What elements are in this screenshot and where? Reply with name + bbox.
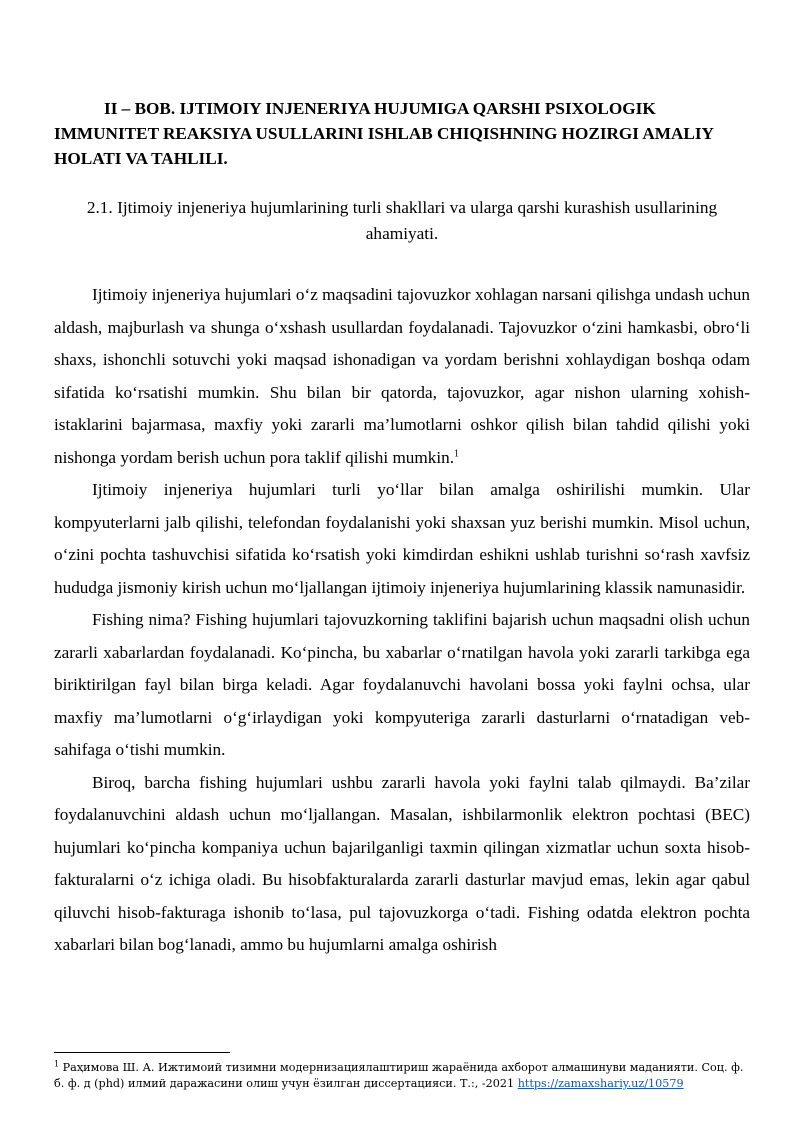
paragraph-4: Biroq, barcha fishing hujumlari ushbu zararli havola yoki faylni talab qilmaydi. Ba’zilar foydalanuvchini aldash uchun mo‘ljallangan. Masalan, ishbilarmonlik elektron pochtasi (BEC) hujumlari ko‘pincha kompaniya uchun bajarilganligi taxmin qilingan xizmatlar uchun soxta hisob-fakturalarni o‘z ichiga oladi. Bu hisobfakturalarda zararli dasturlar mavjud emas, lekin agar qabul qiluvchi hisob-fakturaga ishonib to‘lasa, pul tajovuzkorga o‘tadi. Fishing odatda elektron pochta xabarlari bilan bog‘lanadi, ammo bu hujumlarni amalga oshirish xyxy=(54,772,750,954)
section-title: 2.1. Ijtimoiy injeneriya hujumlarining turli shakllari va ularga qarshi kurashish usullarining ahamiyati. xyxy=(86,198,718,243)
footnote xyxy=(54,1060,750,1092)
paragraph-2: Ijtimoiy injeneriya hujumlari turli yo‘llar bilan amalga oshirilishi mumkin. Ular kompyuterlarni jalb qilishi, telefondan foydalanishi yoki shaxsan yuz berishi mumkin. Misol uchun, o‘zini pochta tashuvchisi sifatida ko‘rsatish yoki kimdirdan eshikni ushlab turishni so‘rash xavfsiz hududga jismoniy kirish uchun mo‘ljallangan ijtimoiy injeneriya hujumlarining klassik namunasidir. xyxy=(54,480,750,597)
body-text xyxy=(54,279,750,962)
footnote-link[interactable]: https://zamaxshariy.uz/10579 xyxy=(517,1077,684,1090)
footnote-reference[interactable]: 1 xyxy=(454,447,460,459)
footnote-marker: 1 xyxy=(54,1059,60,1069)
paragraph-1-text: Ijtimoiy injeneriya hujumlari o‘z maqsadini tajovuzkor xohlagan narsani qilishga undash uchun aldash, majburlash va shunga o‘xshash usullardan foydalanadi. Tajovuzkor o‘zini hamkasbi, obro‘li shaxs, ishonchli sotuvchi yoki maqsad ishonadigan va yordam berishni xohlaydigan boshqa odam sifatida ko‘rsatishi mumkin. Shu bilan bir qatorda, tajovuzkor, agar nishon ularning xohish-istaklarini bajarmasa, maxfiy yoki zararli ma’lumotlarni oshkor qilish bilan tahdid qilishi yoki nishonga yordam berish uchun pora taklif qilishi mumkin. xyxy=(54,285,750,467)
paragraph-3: Fishing nima? Fishing hujumlari tajovuzkorning taklifini bajarish uchun maqsadni olish uchun zararli xabarlardan foydalanadi. Ko‘pincha, bu xabarlar o‘rnatilgan havola yoki zararli tarkibga ega biriktirilgan fayl bilan birga keladi. Agar foydalanuvchi havolani bossa yoki faylni ochsa, ular maxfiy ma’lumotlarni o‘g‘irlaydigan yoki kompyuteriga zararli dasturlarni o‘rnatadigan veb-sahifaga o‘tishi mumkin. xyxy=(54,610,750,759)
paragraph-1 xyxy=(54,279,750,474)
footnote-text: Раҳимова Ш. А. Ижтимоий тизимни модернизациялаштириш жараёнида ахборот алмашинуви маданияти. Соц. ф. б. ф. д (phd) илмий даражасини олиш учун ёзилган диссертацияси. Т.:, -2021 xyxy=(54,1061,744,1090)
footnote-divider xyxy=(54,1052,230,1053)
chapter-title: II – BOB. IJTIMOIY INJENERIYA HUJUMIGA QARSHI PSIXOLOGIK IMMUNITET REAKSIYA USULLARINI ISHLAB CHIQISHNING HOZIRGI AMALIY HOLATI VA TAHLILI. xyxy=(54,99,714,168)
document-page xyxy=(54,0,750,962)
